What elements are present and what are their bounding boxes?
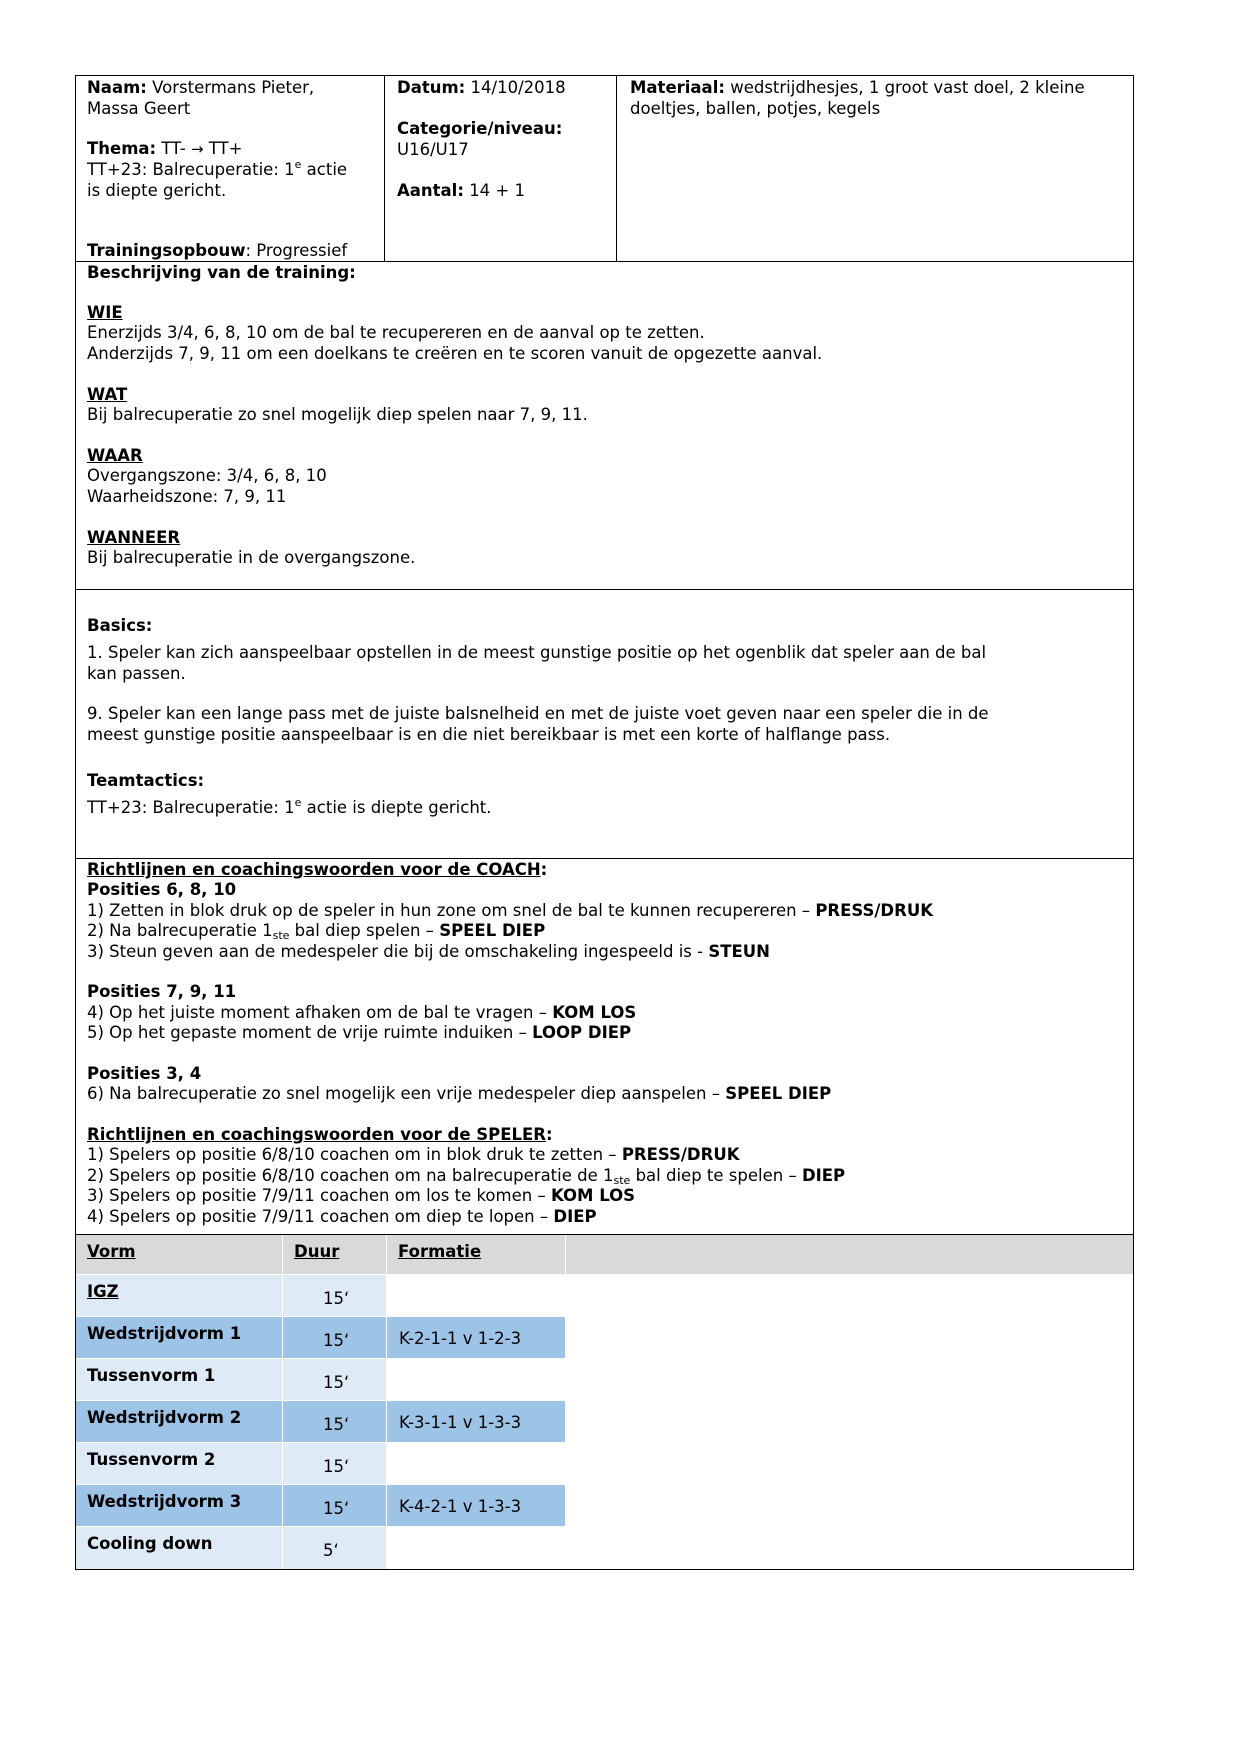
teamtactics-title: Teamtactics: <box>87 771 205 790</box>
thema-line-2 <box>87 160 347 181</box>
vorm-cell: Cooling down <box>76 1527 282 1569</box>
header-divider <box>282 1235 283 1274</box>
wanneer-line-1: Bij balrecuperatie in de overgangszone. <box>87 548 416 567</box>
duur-cell: 15‘ <box>283 1485 386 1526</box>
schedule-header-row <box>76 1235 1133 1274</box>
formatie-cell: K-3-1-1 v 1-3-3 <box>387 1401 565 1442</box>
vorm-cell: Wedstrijdvorm 1 <box>76 1317 282 1358</box>
thema-line2-end: actie <box>301 160 348 179</box>
keyword-speel-diep-2: SPEEL DIEP <box>725 1084 832 1103</box>
aantal-line <box>397 181 525 202</box>
basics-item9-line1: 9. Speler kan een lange pass met de juiste balsnelheid en met de juiste voet geven naar een speler die in de <box>87 704 989 723</box>
header-col-divider-2 <box>616 75 617 262</box>
thema-line-3: is diepte gericht. <box>87 181 227 200</box>
datum-line <box>397 78 566 99</box>
header-divider <box>386 1235 387 1274</box>
coach-item-3: 3) Steun geven aan de medespeler die bij de omschakeling ingespeeld is - STEUN <box>87 942 770 961</box>
col-header-duur: Duur <box>294 1242 340 1261</box>
duur-cell: 15‘ <box>283 1401 386 1442</box>
categorie-value: U16/U17 <box>397 140 469 159</box>
col-header-formatie: Formatie <box>398 1242 482 1261</box>
basics-title: Basics: <box>87 616 153 635</box>
wanneer-heading: WANNEER <box>87 528 181 547</box>
basics-item1-line1: 1. Speler kan zich aanspeelbaar opstellen in de meest gunstige positie op het ogenblik dat speler aan de bal <box>87 643 987 662</box>
header-divider <box>565 1235 566 1274</box>
basics-item1-line2: kan passen. <box>87 664 186 683</box>
wie-line-2: Anderzijds 7, 9, 11 om een doelkans te creëren en te scoren vanuit de opgezette aanval. <box>87 344 823 363</box>
naam-label: Naam: <box>87 78 147 97</box>
opbouw-label: Trainingsopbouw <box>87 241 246 260</box>
keyword-speel-diep: SPEEL DIEP <box>439 921 546 940</box>
thema-label: Thema: <box>87 139 157 158</box>
datum-value: 14/10/2018 <box>470 78 566 97</box>
col-header-vorm: Vorm <box>87 1242 136 1261</box>
waar-line-1: Overgangszone: 3/4, 6, 8, 10 <box>87 466 327 485</box>
opbouw-value: : Progressief <box>245 241 348 260</box>
coach-item-5: 5) Op het gepaste moment de vrije ruimte induiken – LOOP DIEP <box>87 1023 632 1042</box>
speler-title: Richtlijnen en coachingswoorden voor de SPELER: <box>87 1125 553 1144</box>
coach-item-1: 1) Zetten in blok druk op de speler in hun zone om snel de bal te kunnen recupereren – PRESS/DRUK <box>87 901 934 920</box>
naam-line <box>87 78 314 99</box>
duur-cell: 5‘ <box>283 1527 386 1569</box>
wat-line-1: Bij balrecuperatie zo snel mogelijk diep spelen naar 7, 9, 11. <box>87 405 588 424</box>
coach-item-6: 6) Na balrecuperatie zo snel mogelijk een vrije medespeler diep aanspelen – SPEEL DIEP <box>87 1084 832 1103</box>
duur-cell: 15‘ <box>283 1275 386 1316</box>
duur-cell: 15‘ <box>283 1317 386 1358</box>
coach-item-2: 2) Na balrecuperatie 1ste bal diep spelen – SPEEL DIEP <box>87 921 546 942</box>
header-col-divider-1 <box>384 75 385 262</box>
speler-item-4: 4) Spelers op positie 7/9/11 coachen om diep te lopen – DIEP <box>87 1207 597 1226</box>
thema-superscript: e <box>294 158 302 171</box>
waar-heading: WAAR <box>87 446 143 465</box>
aantal-label: Aantal: <box>397 181 464 200</box>
keyword-loop-diep: LOOP DIEP <box>532 1023 632 1042</box>
coach-item-4: 4) Op het juiste moment afhaken om de bal te vragen – KOM LOS <box>87 1003 637 1022</box>
waar-line-2: Waarheidszone: 7, 9, 11 <box>87 487 287 506</box>
vorm-cell: Tussenvorm 1 <box>76 1359 282 1400</box>
speler-item-2: 2) Spelers op positie 6/8/10 coachen om na balrecuperatie de 1ste bal diep te spelen – DIEP <box>87 1166 846 1187</box>
duur-cell: 15‘ <box>283 1443 386 1484</box>
keyword-press-druk: PRESS/DRUK <box>815 901 934 920</box>
wie-heading: WIE <box>87 303 123 322</box>
coach-positions-b-title: Posities 7, 9, 11 <box>87 982 237 1001</box>
materiaal-label: Materiaal: <box>630 78 725 97</box>
coach-positions-a-title: Posities 6, 8, 10 <box>87 880 237 899</box>
vorm-cell: IGZ <box>76 1275 282 1316</box>
speler-item-3: 3) Spelers op positie 7/9/11 coachen om los te komen – KOM LOS <box>87 1186 636 1205</box>
thema-line <box>87 139 242 160</box>
thema-value: TT- <box>161 139 191 158</box>
beschrijving-box <box>75 261 1134 590</box>
coach-positions-c-title: Posities 3, 4 <box>87 1064 202 1083</box>
teamtactics-superscript: e <box>294 796 302 809</box>
vorm-cell: Tussenvorm 2 <box>76 1443 282 1484</box>
arrow-right-icon: → <box>190 140 204 158</box>
materiaal-line <box>630 78 1085 99</box>
materiaal-value-2: doeltjes, ballen, potjes, kegels <box>630 99 881 118</box>
thema-value-end: TT+ <box>203 139 243 158</box>
naam-value-2: Massa Geert <box>87 99 191 118</box>
keyword-kom-los: KOM LOS <box>552 1003 637 1022</box>
aantal-value: 14 + 1 <box>469 181 525 200</box>
speler-item-1: 1) Spelers op positie 6/8/10 coachen om in blok druk te zetten – PRESS/DRUK <box>87 1145 740 1164</box>
keyword-steun: STEUN <box>708 942 770 961</box>
categorie-label: Categorie/niveau: <box>397 119 563 138</box>
vorm-cell: Wedstrijdvorm 2 <box>76 1401 282 1442</box>
datum-label: Datum: <box>397 78 466 97</box>
naam-value: Vorstermans Pieter, <box>152 78 315 97</box>
thema-line2-text: TT+23: Balrecuperatie: 1 <box>87 160 295 179</box>
formatie-cell: K-2-1-1 v 1-2-3 <box>387 1317 565 1358</box>
vorm-cell: Wedstrijdvorm 3 <box>76 1485 282 1526</box>
opbouw-line <box>87 241 347 262</box>
coach-title: Richtlijnen en coachingswoorden voor de COACH: <box>87 860 548 879</box>
formatie-cell: K-4-2-1 v 1-3-3 <box>387 1485 565 1526</box>
wie-line-1: Enerzijds 3/4, 6, 8, 10 om de bal te recupereren en de aanval op te zetten. <box>87 323 705 342</box>
materiaal-value: wedstrijdhesjes, 1 groot vast doel, 2 kleine <box>730 78 1085 97</box>
beschrijving-title: Beschrijving van de training: <box>87 263 356 282</box>
teamtactics-line: TT+23: Balrecuperatie: 1e actie is diepte gericht. <box>87 796 492 817</box>
duur-cell: 15‘ <box>283 1359 386 1400</box>
basics-item9-line2: meest gunstige positie aanspeelbaar is en die niet bereikbaar is met een korte of halflange pass. <box>87 725 891 744</box>
wat-heading: WAT <box>87 385 128 404</box>
